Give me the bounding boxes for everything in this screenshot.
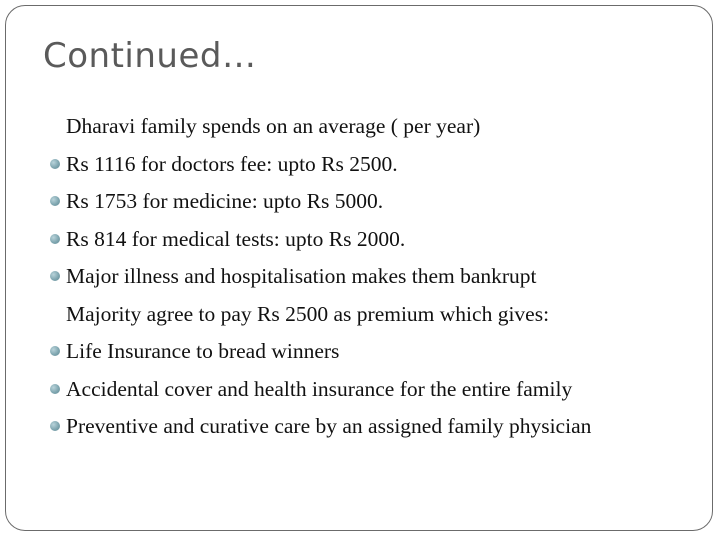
slide-frame <box>5 5 713 531</box>
bullet-icon <box>50 346 60 356</box>
list-item-text: Major illness and hospitalisation makes them bankrupt <box>66 264 537 288</box>
list-item <box>50 149 690 187</box>
list-item-text: Life Insurance to bread winners <box>66 339 340 363</box>
list-item-text: Preventive and curative care by an assigned family physician <box>66 414 592 438</box>
list-item-text: Majority agree to pay Rs 2500 as premium which gives: <box>66 301 550 326</box>
bullet-icon <box>50 159 60 169</box>
list-item-text: Rs 1116 for doctors fee: upto Rs 2500. <box>66 151 398 176</box>
bullet-icon <box>50 271 60 281</box>
list-item <box>50 299 690 337</box>
list-item <box>50 224 690 262</box>
slide-title: Continued… <box>43 36 257 76</box>
list-item <box>50 374 690 412</box>
list-item-text: Accidental cover and health insurance for the entire family <box>66 376 573 401</box>
list-item-text: Rs 1753 for medicine: upto Rs 5000. <box>66 189 384 213</box>
bullet-icon <box>50 234 60 244</box>
content-list <box>50 111 690 449</box>
list-item-text: Rs 814 for medical tests: upto Rs 2000. <box>66 226 406 251</box>
bullet-icon <box>50 384 60 394</box>
list-item <box>50 411 690 449</box>
list-item <box>50 336 690 374</box>
list-item <box>50 261 690 299</box>
bullet-icon <box>50 421 60 431</box>
list-item <box>50 186 690 224</box>
list-item-text: Dharavi family spends on an average ( per year) <box>66 114 481 138</box>
list-item <box>50 111 690 149</box>
bullet-icon <box>50 196 60 206</box>
